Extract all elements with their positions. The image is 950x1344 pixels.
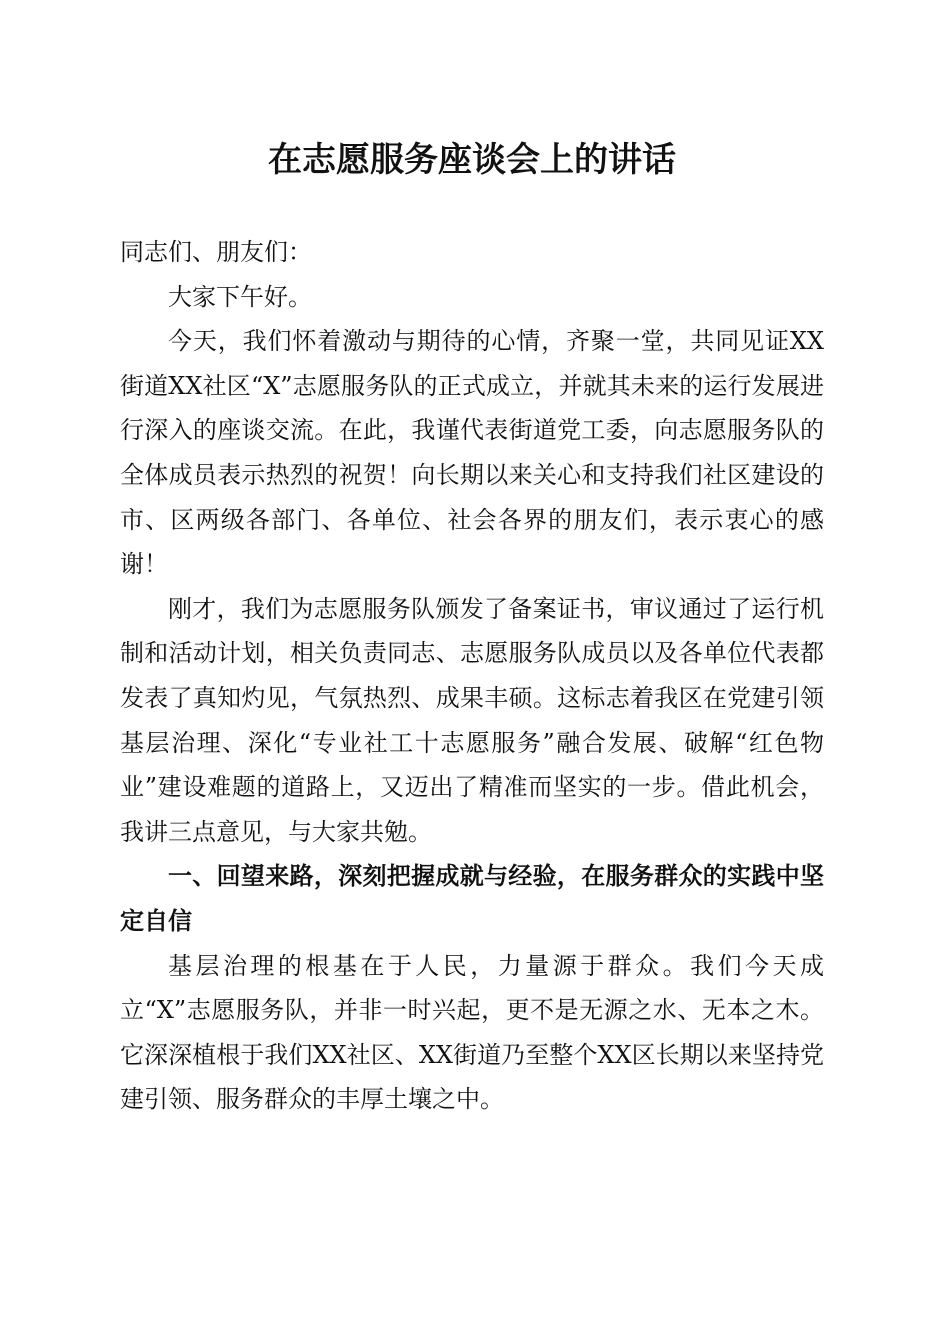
document-title: 在志愿服务座谈会上的讲话 (268, 140, 676, 180)
paragraph-section-one: 基层治理的根基在于人民，力量源于群众。我们今天成立“X”志愿服务队，并非一时兴起，更不是无源之水、无本之木。它深深植根于我们XX社区、XX街道乃至整个XX区长期以来坚持党建引领、服务群众的丰厚土壤之中。 (120, 951, 824, 1114)
paragraph-opening: 今天，我们怀着激动与期待的心情，齐聚一堂，共同见证XX街道XX社区“X”志愿服务队的正式成立，并就其未来的运行发展进行深入的座谈交流。在此，我谨代表街道党工委，向志愿服务队的全体成员表示热烈的祝贺！向长期以来关心和支持我们社区建设的市、区两级各部门、各单位、社会各界的朋友们，表示衷心的感谢！ (120, 327, 824, 579)
paragraph-summary: 刚才，我们为志愿服务队颁发了备案证书，审议通过了运行机制和活动计划，相关负责同志、志愿服务队成员以及各单位代表都发表了真知灼见，气氛热烈、成果丰硕。这标志着我区在党建引领基层治理、深化“专业社工十志愿服务”融合发展、破解“红色物业”建设难题的道路上，又迈出了精准而坚实的一步。借此机会，我讲三点意见，与大家共勉。 (120, 594, 824, 846)
paragraph-greeting: 大家下午好。 (168, 282, 312, 311)
salutation: 同志们、朋友们： (120, 238, 312, 266)
section-heading: 一、回望来路，深刻把握成就与经验，在服务群众的实践中坚定自信 (120, 862, 824, 935)
document-body (120, 138, 824, 1122)
